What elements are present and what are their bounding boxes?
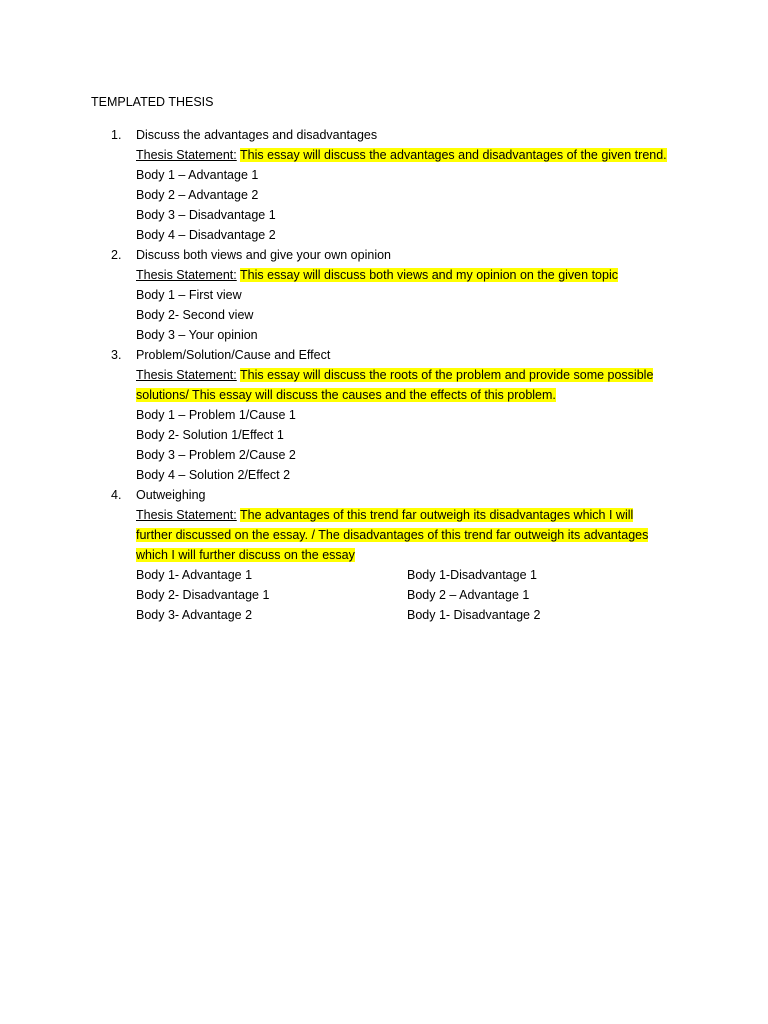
body-right: Body 1- Disadvantage 2 (407, 608, 541, 622)
body-line: Body 1 – Problem 1/Cause 1 (136, 408, 296, 422)
body-left: Body 2- Disadvantage 1 (136, 588, 270, 602)
thesis-label: Thesis Statement: (136, 508, 237, 522)
thesis-continuation-line (136, 525, 691, 545)
list-number: 1. (111, 128, 122, 142)
thesis-statement-line (136, 365, 691, 385)
list-number: 2. (111, 248, 122, 262)
thesis-statement-line (136, 265, 691, 285)
highlighted-thesis: This essay will discuss the advantages and disadvantages of the given trend. (240, 148, 667, 162)
thesis-continuation-line (136, 545, 691, 565)
thesis-continuation-line (136, 385, 691, 405)
list-item-1-head (91, 125, 691, 145)
body-right: Body 2 – Advantage 1 (407, 588, 530, 602)
thesis-label: Thesis Statement: (136, 148, 237, 162)
body-line: Body 4 – Disadvantage 2 (136, 228, 276, 242)
list-item-1 (91, 125, 691, 245)
highlighted-thesis: solutions/ This essay will discuss the causes and the effects of this problem. (136, 388, 556, 402)
list-item-3 (91, 345, 691, 485)
body-row (136, 605, 691, 625)
list-item-2 (91, 245, 691, 345)
body-line: Body 1 – Advantage 1 (136, 168, 259, 182)
highlighted-thesis: This essay will discuss the roots of the problem and provide some possible (240, 368, 654, 382)
highlighted-thesis: further discussed on the essay. / The disadvantages of this trend far outweigh its advantages (136, 528, 649, 542)
list-heading: Problem/Solution/Cause and Effect (136, 348, 331, 362)
body-right: Body 1-Disadvantage 1 (407, 568, 537, 582)
body-left: Body 1- Advantage 1 (136, 568, 253, 582)
list-heading: Discuss both views and give your own opinion (136, 248, 391, 262)
list-item-2-head (91, 245, 691, 265)
thesis-template-list (91, 125, 691, 625)
highlighted-thesis: This essay will discuss both views and my opinion on the given topic (240, 268, 618, 282)
list-heading: Discuss the advantages and disadvantages (136, 128, 378, 142)
list-number: 4. (111, 488, 122, 502)
body-line: Body 4 – Solution 2/Effect 2 (136, 468, 291, 482)
thesis-statement-line (136, 505, 691, 525)
list-item-4 (91, 485, 691, 625)
highlighted-thesis: which I will further discuss on the essay (136, 548, 355, 562)
highlighted-thesis: The advantages of this trend far outweigh its disadvantages which I will (240, 508, 634, 522)
list-number: 3. (111, 348, 122, 362)
document-title: TEMPLATED THESIS (91, 95, 214, 109)
body-line: Body 3 – Problem 2/Cause 2 (136, 448, 296, 462)
list-heading: Outweighing (136, 488, 206, 502)
body-line: Body 2- Second view (136, 308, 254, 322)
body-line: Body 2 – Advantage 2 (136, 188, 259, 202)
body-line: Body 3 – Your opinion (136, 328, 258, 342)
body-row (136, 585, 691, 605)
body-line: Body 1 – First view (136, 288, 242, 302)
body-line: Body 2- Solution 1/Effect 1 (136, 428, 284, 442)
list-item-4-head (91, 485, 691, 505)
thesis-statement-line (136, 145, 691, 165)
body-left: Body 3- Advantage 2 (136, 608, 253, 622)
list-item-3-head (91, 345, 691, 365)
thesis-label: Thesis Statement: (136, 368, 237, 382)
body-row (136, 565, 691, 585)
thesis-label: Thesis Statement: (136, 268, 237, 282)
body-line: Body 3 – Disadvantage 1 (136, 208, 276, 222)
